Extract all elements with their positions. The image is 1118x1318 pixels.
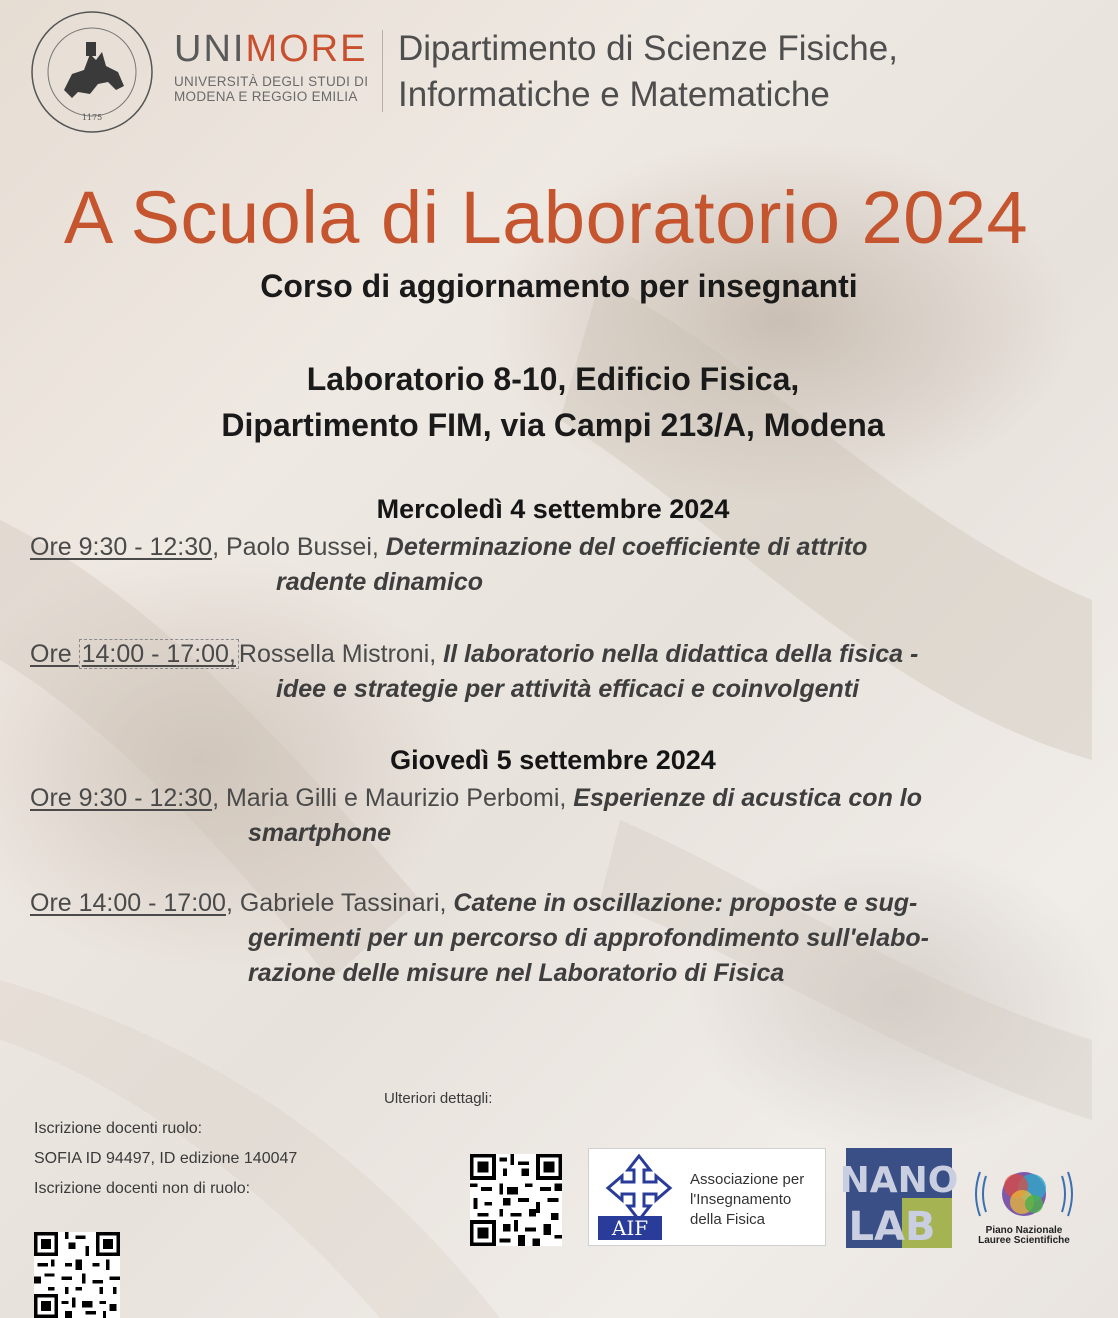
session-item bbox=[30, 886, 1090, 991]
registration-line-2: SOFIA ID 94497, ID edizione 140047 bbox=[34, 1150, 298, 1167]
session-topic: Esperienze di acustica con lo bbox=[573, 784, 923, 812]
department-line-2: Informatiche e Matematiche bbox=[398, 75, 830, 114]
brand-divider bbox=[382, 30, 383, 112]
session-speaker: , Gabriele Tassinari, bbox=[225, 889, 454, 917]
location-line-2: Dipartimento FIM, via Campi 213/A, Modena bbox=[221, 407, 885, 443]
unimore-brand bbox=[174, 30, 368, 104]
aif-logo bbox=[592, 1152, 686, 1242]
brand-prefix: UNI bbox=[174, 28, 246, 70]
session-topic-cont: radente dinamico bbox=[276, 568, 483, 596]
brand-subtitle-2: MODENA E REGGIO EMILIA bbox=[174, 89, 358, 104]
session-item bbox=[30, 781, 1090, 851]
session-time: Ore 9:30 - 12:30 bbox=[30, 784, 213, 812]
aif-line-3: della Fisica bbox=[690, 1211, 766, 1228]
brand-subtitle-1: UNIVERSITÀ DEGLI STUDI DI bbox=[174, 74, 369, 89]
session-topic-cont: gerimenti per un percorso di approfondimento sull'elabo- bbox=[248, 924, 930, 952]
session-topic-cont: razione delle misure nel Laboratorio di Fisica bbox=[248, 959, 785, 987]
department-name bbox=[398, 26, 898, 118]
session-item bbox=[30, 637, 1090, 707]
brand-suffix: MORE bbox=[245, 28, 368, 70]
brand-name bbox=[174, 30, 368, 68]
session-topic-cont: idee e strategie per attività efficaci e coinvolgenti bbox=[276, 675, 860, 703]
location bbox=[0, 356, 1106, 448]
registration-line-3: Iscrizione docenti non di ruolo: bbox=[34, 1180, 251, 1197]
session-item bbox=[30, 530, 1080, 600]
session-topic: Catene in oscillazione: proposte e sug- bbox=[453, 889, 918, 917]
nanolab-line-1: NANO bbox=[839, 1160, 959, 1201]
pnls-line-1: Piano Nazionale bbox=[985, 1225, 1063, 1236]
pnls-line-2: Lauree Scientifiche bbox=[978, 1235, 1070, 1246]
details-label: Ulteriori dettagli: bbox=[384, 1090, 493, 1107]
session-speaker: Rossella Mistroni, bbox=[238, 640, 444, 668]
page-title: A Scuola di Laboratorio 2024 bbox=[63, 176, 1029, 259]
aif-line-2: l'Insegnamento bbox=[690, 1191, 792, 1208]
pnls-name bbox=[968, 1226, 1080, 1246]
details-qr-code[interactable] bbox=[470, 1154, 562, 1246]
aif-line-1: Associazione per bbox=[690, 1171, 805, 1188]
aif-name bbox=[690, 1170, 804, 1230]
session-time-prefix: Ore bbox=[30, 640, 79, 668]
session-time: Ore 9:30 - 12:30 bbox=[30, 533, 213, 561]
registration-line-1: Iscrizione docenti ruolo: bbox=[34, 1120, 203, 1137]
session-topic: Determinazione del coefficiente di attrito bbox=[385, 533, 868, 561]
department-line-1: Dipartimento di Scienze Fisiche, bbox=[398, 29, 898, 68]
session-time: Ore 14:00 - 17:00 bbox=[30, 889, 226, 917]
university-seal-logo bbox=[28, 8, 156, 136]
seal-year: 1175 bbox=[81, 113, 103, 122]
session-speaker: , Paolo Bussei, bbox=[212, 533, 386, 561]
registration-qr-code[interactable] bbox=[34, 1232, 120, 1318]
day-heading: Mercoledì 4 settembre 2024 bbox=[376, 494, 730, 524]
aif-logo-text: AIF bbox=[611, 1216, 649, 1240]
day-heading: Giovedì 5 settembre 2024 bbox=[390, 745, 716, 775]
page-subtitle: Corso di aggiornamento per insegnanti bbox=[260, 268, 858, 304]
session-topic-cont: smartphone bbox=[248, 819, 392, 847]
session-time[interactable]: 14:00 - 17:00, bbox=[79, 639, 239, 669]
session-topic: Il laboratorio nella didattica della fisica - bbox=[443, 640, 919, 668]
nanolab-line-2: LAB bbox=[848, 1204, 936, 1250]
session-speaker: , Maria Gilli e Maurizio Perbomi, bbox=[212, 784, 574, 812]
registration-info bbox=[34, 1114, 297, 1204]
nanolab-logo bbox=[839, 1148, 959, 1250]
location-line-1: Laboratorio 8-10, Edificio Fisica, bbox=[306, 361, 800, 397]
